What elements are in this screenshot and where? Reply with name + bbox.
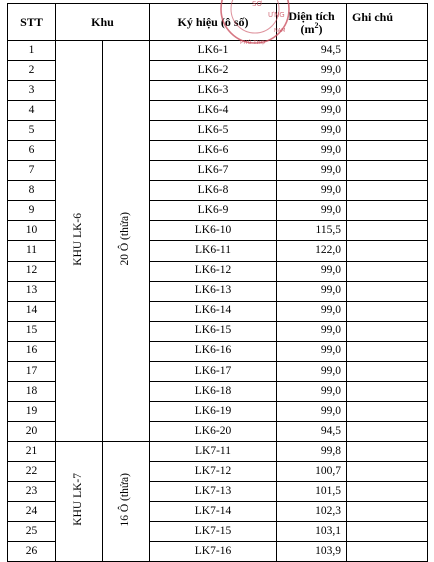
row-area: 99,0 [277, 261, 347, 281]
row-code: LK6-2 [150, 61, 277, 81]
row-note [347, 161, 428, 181]
row-note [347, 441, 428, 461]
row-code: LK6-1 [150, 41, 277, 61]
row-area: 99,0 [277, 361, 347, 381]
row-stt: 26 [8, 542, 56, 562]
row-stt: 10 [8, 221, 56, 241]
row-stt: 22 [8, 461, 56, 481]
row-code: LK6-12 [150, 261, 277, 281]
row-area: 99,0 [277, 101, 347, 121]
row-code: LK7-14 [150, 502, 277, 522]
row-note [347, 121, 428, 141]
row-area: 99,0 [277, 301, 347, 321]
row-area: 103,1 [277, 522, 347, 542]
header-stt: STT [8, 4, 56, 41]
row-code: LK7-13 [150, 482, 277, 502]
row-note [347, 241, 428, 261]
row-stt: 4 [8, 101, 56, 121]
row-stt: 17 [8, 361, 56, 381]
row-stt: 3 [8, 81, 56, 101]
row-stt: 12 [8, 261, 56, 281]
zone-label: KHU LK-6 [72, 212, 85, 266]
row-code: LK6-18 [150, 381, 277, 401]
header-dien-tich-label: Diện tích [288, 8, 335, 23]
row-area: 99,0 [277, 181, 347, 201]
row-note [347, 381, 428, 401]
header-ky-hieu: Ký hiệu (ô số) [150, 4, 277, 41]
plot-count-label: 20 Ô (thửa) [119, 212, 132, 266]
row-area: 103,9 [277, 542, 347, 562]
row-code: LK6-3 [150, 81, 277, 101]
row-stt: 2 [8, 61, 56, 81]
row-area: 99,0 [277, 281, 347, 301]
row-note [347, 542, 428, 562]
zone-cell [56, 441, 103, 561]
row-area: 99,0 [277, 341, 347, 361]
row-area: 101,5 [277, 482, 347, 502]
row-area: 99,0 [277, 61, 347, 81]
row-code: LK6-17 [150, 361, 277, 381]
row-area: 99,0 [277, 321, 347, 341]
row-area: 122,0 [277, 241, 347, 261]
row-code: LK6-14 [150, 301, 277, 321]
row-area: 100,7 [277, 461, 347, 481]
row-note [347, 361, 428, 381]
row-stt: 18 [8, 381, 56, 401]
row-note [347, 321, 428, 341]
row-area: 115,5 [277, 221, 347, 241]
land-plot-table [7, 3, 428, 562]
stamp-text-right: NAM [274, 28, 286, 34]
row-area: 102,3 [277, 502, 347, 522]
plot-count-cell [103, 41, 150, 442]
row-note [347, 201, 428, 221]
row-note [347, 261, 428, 281]
row-stt: 19 [8, 401, 56, 421]
header-ghi-chu: Ghi chú [347, 4, 428, 41]
row-code: LK7-11 [150, 441, 277, 461]
row-stt: 23 [8, 482, 56, 502]
row-note [347, 401, 428, 421]
zone-label: KHU LK-7 [72, 473, 85, 527]
row-stt: 7 [8, 161, 56, 181]
row-area: 99,0 [277, 81, 347, 101]
row-note [347, 301, 428, 321]
row-area: 99,0 [277, 201, 347, 221]
row-stt: 1 [8, 41, 56, 61]
row-note [347, 461, 428, 481]
table-row [8, 441, 428, 461]
row-stt: 16 [8, 341, 56, 361]
header-khu: Khu [56, 4, 150, 41]
row-code: LK6-7 [150, 161, 277, 181]
row-code: LK6-10 [150, 221, 277, 241]
plot-count-label: 16 Ô (thửa) [119, 473, 132, 527]
row-code: LK6-5 [150, 121, 277, 141]
row-stt: 25 [8, 522, 56, 542]
row-stt: 20 [8, 421, 56, 441]
row-area: 99,0 [277, 161, 347, 181]
header-row [8, 4, 428, 41]
row-note [347, 502, 428, 522]
header-dien-tich [277, 4, 347, 41]
stamp-text-side: ƯNG [268, 11, 285, 19]
row-code: LK7-12 [150, 461, 277, 481]
row-stt: 13 [8, 281, 56, 301]
row-note [347, 482, 428, 502]
row-stt: 6 [8, 141, 56, 161]
row-stt: 21 [8, 441, 56, 461]
row-code: LK6-6 [150, 141, 277, 161]
row-code: LK6-20 [150, 421, 277, 441]
row-stt: 24 [8, 502, 56, 522]
row-stt: 11 [8, 241, 56, 261]
row-area: 94,5 [277, 421, 347, 441]
row-note [347, 341, 428, 361]
row-stt: 5 [8, 121, 56, 141]
plot-count-cell [103, 441, 150, 561]
row-code: LK6-16 [150, 341, 277, 361]
row-area: 99,0 [277, 121, 347, 141]
row-area: 99,0 [277, 401, 347, 421]
row-area: 99,0 [277, 381, 347, 401]
row-area: 94,5 [277, 41, 347, 61]
row-note [347, 281, 428, 301]
row-note [347, 81, 428, 101]
row-note [347, 141, 428, 161]
row-note [347, 61, 428, 81]
row-note [347, 41, 428, 61]
row-note [347, 181, 428, 201]
row-note [347, 101, 428, 121]
row-stt: 14 [8, 301, 56, 321]
row-code: LK7-15 [150, 522, 277, 542]
stamp-text-top: SỞ [252, 0, 263, 8]
row-code: LK7-16 [150, 542, 277, 562]
row-note [347, 522, 428, 542]
row-stt: 15 [8, 321, 56, 341]
stamp-text-bottom: PHÚ THỌ [240, 40, 266, 46]
row-area: 99,0 [277, 141, 347, 161]
zone-cell [56, 41, 103, 442]
row-code: LK6-4 [150, 101, 277, 121]
header-dien-tich-unit: $(m^2)$ [300, 20, 323, 36]
row-note [347, 221, 428, 241]
row-code: LK6-19 [150, 401, 277, 421]
row-code: LK6-8 [150, 181, 277, 201]
row-stt: 8 [8, 181, 56, 201]
row-note [347, 421, 428, 441]
row-code: LK6-9 [150, 201, 277, 221]
row-stt: 9 [8, 201, 56, 221]
row-code: LK6-11 [150, 241, 277, 261]
row-code: LK6-13 [150, 281, 277, 301]
row-code: LK6-15 [150, 321, 277, 341]
row-area: 99,8 [277, 441, 347, 461]
table-row [8, 41, 428, 61]
